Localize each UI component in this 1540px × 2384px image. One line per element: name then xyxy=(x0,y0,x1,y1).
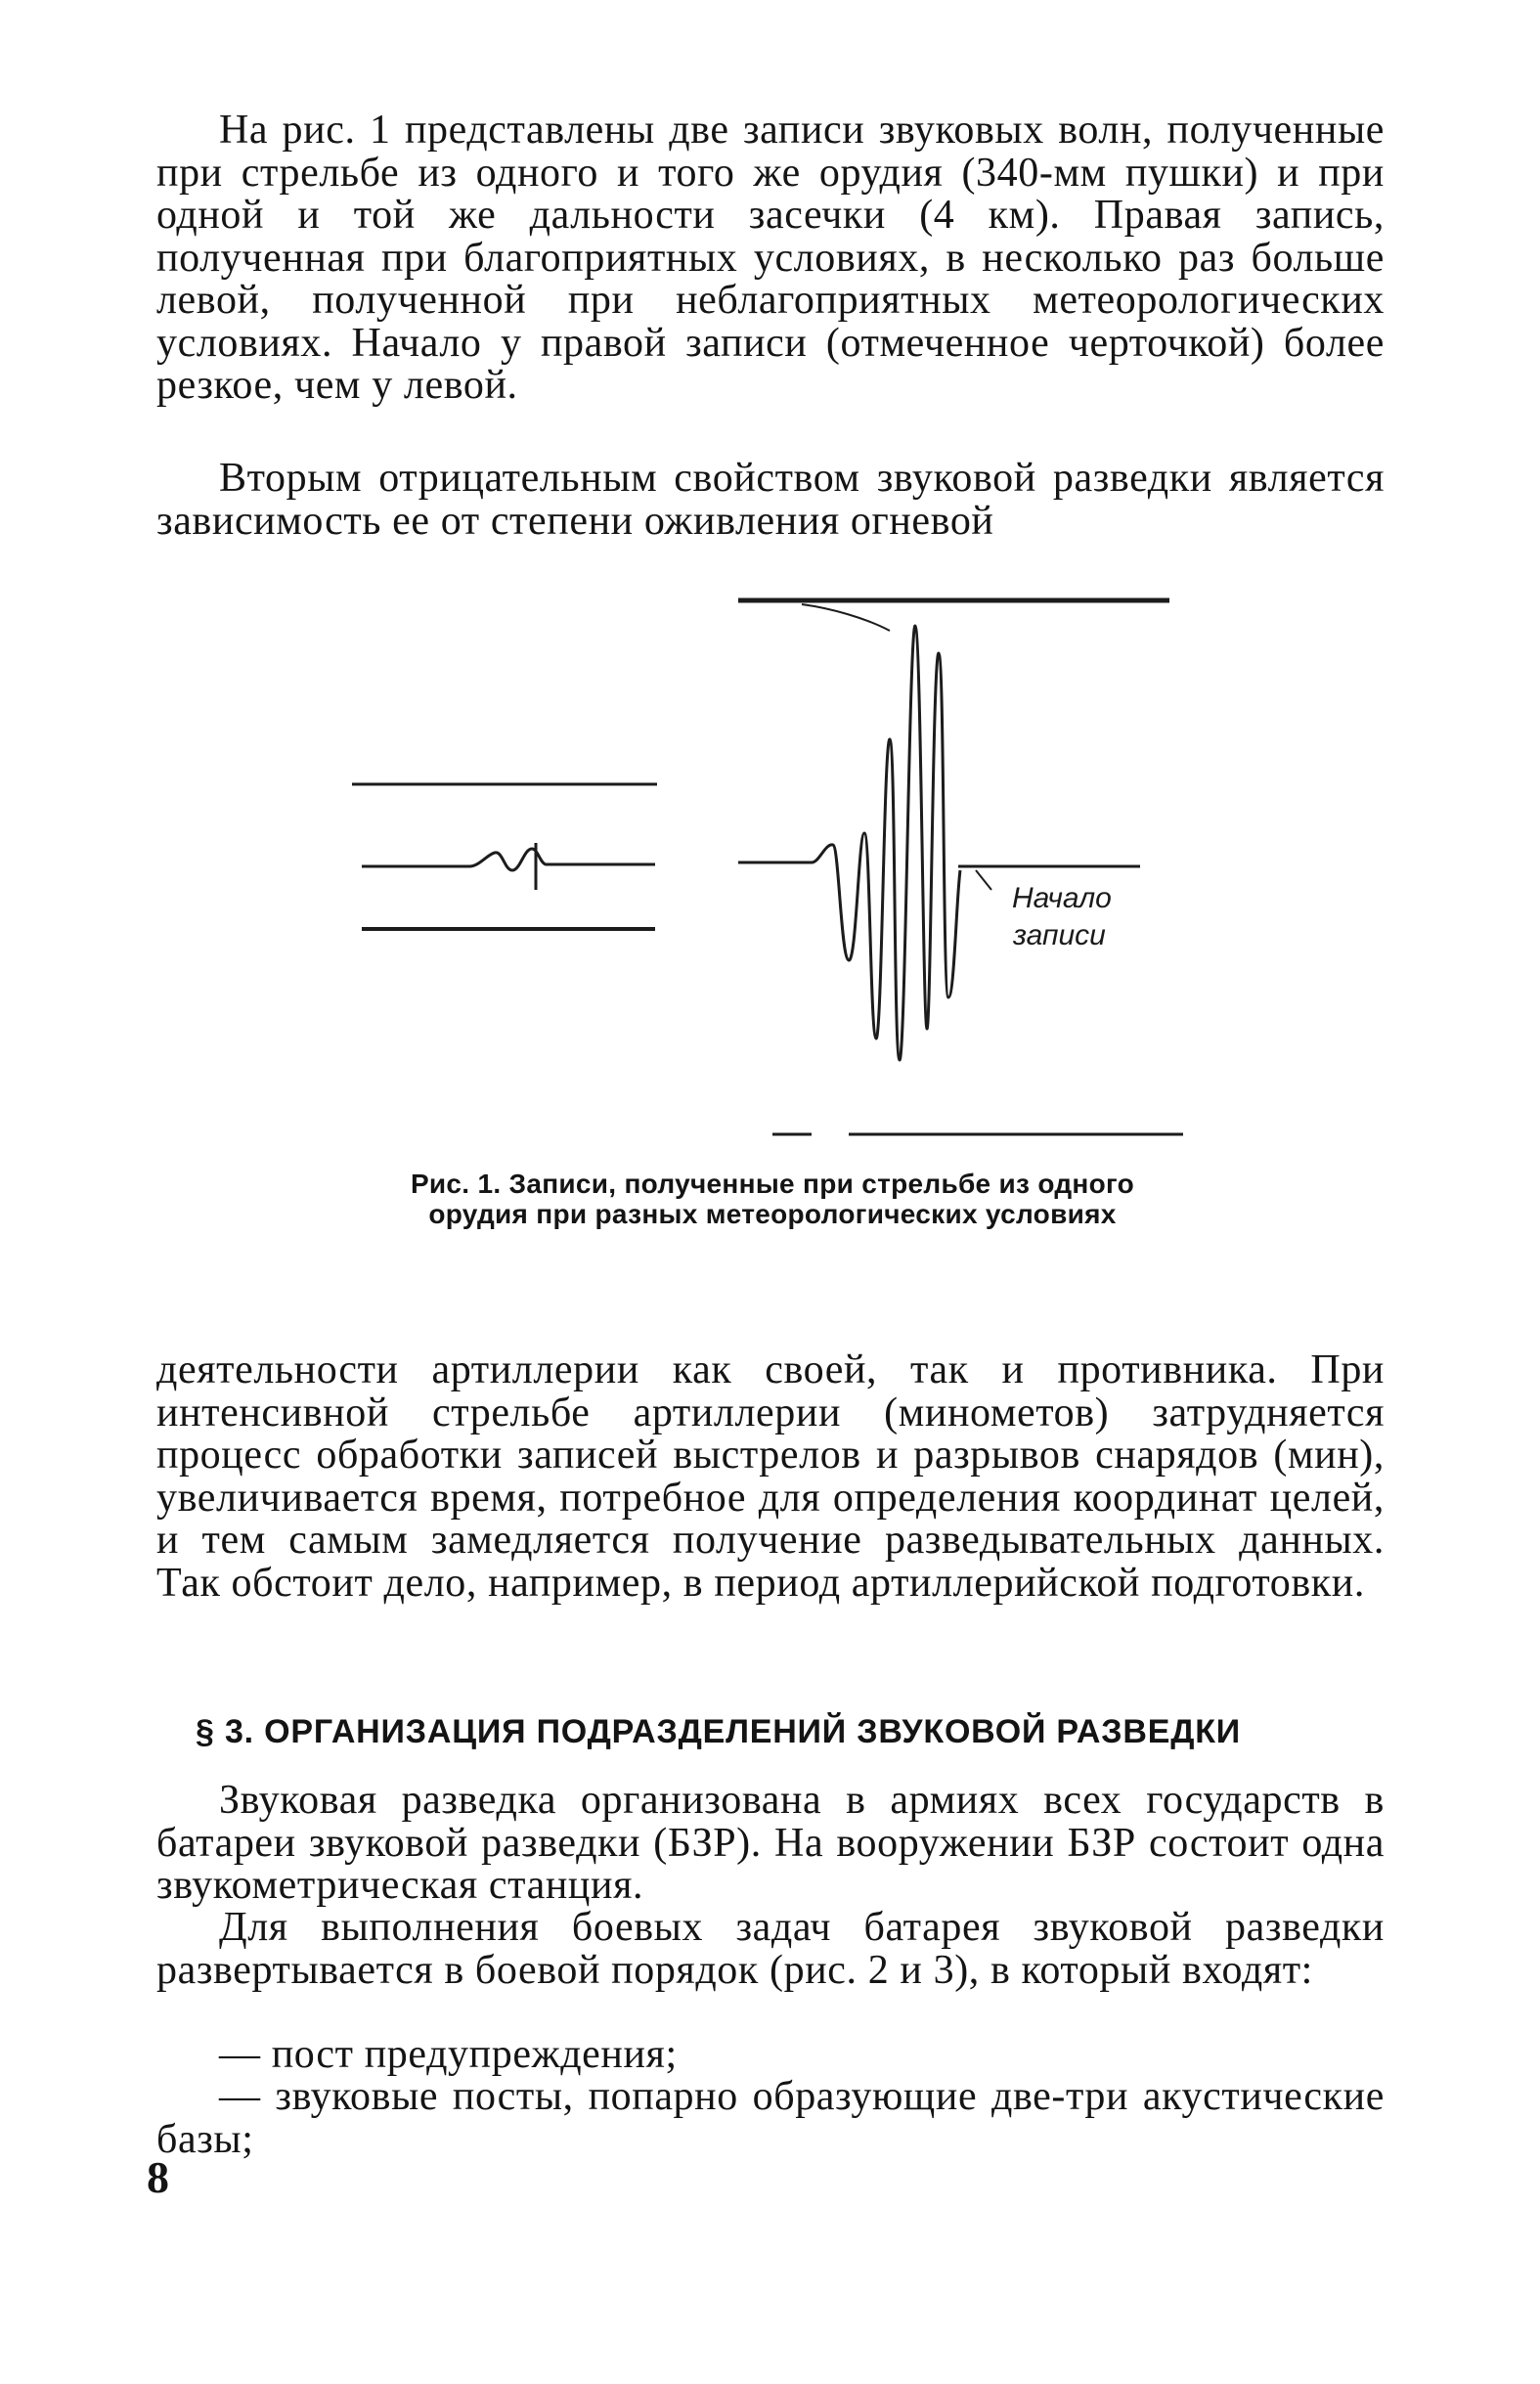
page-number: 8 xyxy=(147,2152,169,2202)
section-heading: § 3. ОРГАНИЗАЦИЯ ПОДРАЗДЕЛЕНИЙ ЗВУКОВОЙ РАЗВЕДКИ xyxy=(196,1713,1242,1750)
record-start-label-line1: Начало xyxy=(1012,882,1112,914)
right-record-pointer xyxy=(976,870,991,890)
figure-caption: Рис. 1. Записи, полученные при стрельбе из одного орудия при разных метеорологических условиях xyxy=(410,1169,1135,1229)
paragraph-sound-ranging-organization: Звуковая разведка организована в армиях всех государств в батареи звуковой разведки (БЗР). На вооружении БЗР состоит одна звукометрическая станция. xyxy=(156,1778,1385,1908)
left-record-wave xyxy=(362,849,655,870)
paragraph-second-negative-property: Вторым отрицательным свойством звуковой разведки является зависимость ее от степени оживления огневой xyxy=(156,456,1385,544)
right-record-wave xyxy=(738,626,960,1060)
figure-sound-wave-records xyxy=(323,577,1203,1144)
left-record-trace xyxy=(352,784,657,929)
paragraph-battle-order: Для выполнения боевых задач батарея звуковой разведки развертывается в боевой порядок (рис. 2 и 3), в который входят: xyxy=(156,1905,1385,1993)
paragraph-figure-description: На рис. 1 представлены две записи звуковых волн, полученные при стрельбе из одного и того же орудия (340-мм пушки) и при одной и той же дальности засечки (4 км). Правая запись, полученная при благоприятных условиях, в несколько раз больше левой, полученной при неблагоприятных метеорологических условиях. Начало у правой записи (отмеченное черточкой) более резкое, чем у левой. xyxy=(156,108,1385,408)
record-start-label-line2: записи xyxy=(1013,919,1106,951)
right-record-trace xyxy=(738,600,1183,1134)
list-item-sound-posts: — звуковые посты, попарно образующие две-три акустические базы; xyxy=(156,2074,1385,2162)
list-item-warning-post: — пост предупреждения; xyxy=(219,2032,678,2077)
right-record-top-hook xyxy=(802,604,890,631)
paragraph-artillery-activity: деятельности артиллерии как своей, так и противника. При интенсивной стрельбе артиллерии (минометов) затрудняется процесс обработки записей выстрелов и разрывов снарядов (мин), увеличивается время, потребное для определения координат целей, и тем самым замедляется получение разведывательных данных. Так обстоит дело, например, в период артиллерийской подготовки. xyxy=(156,1347,1385,1606)
